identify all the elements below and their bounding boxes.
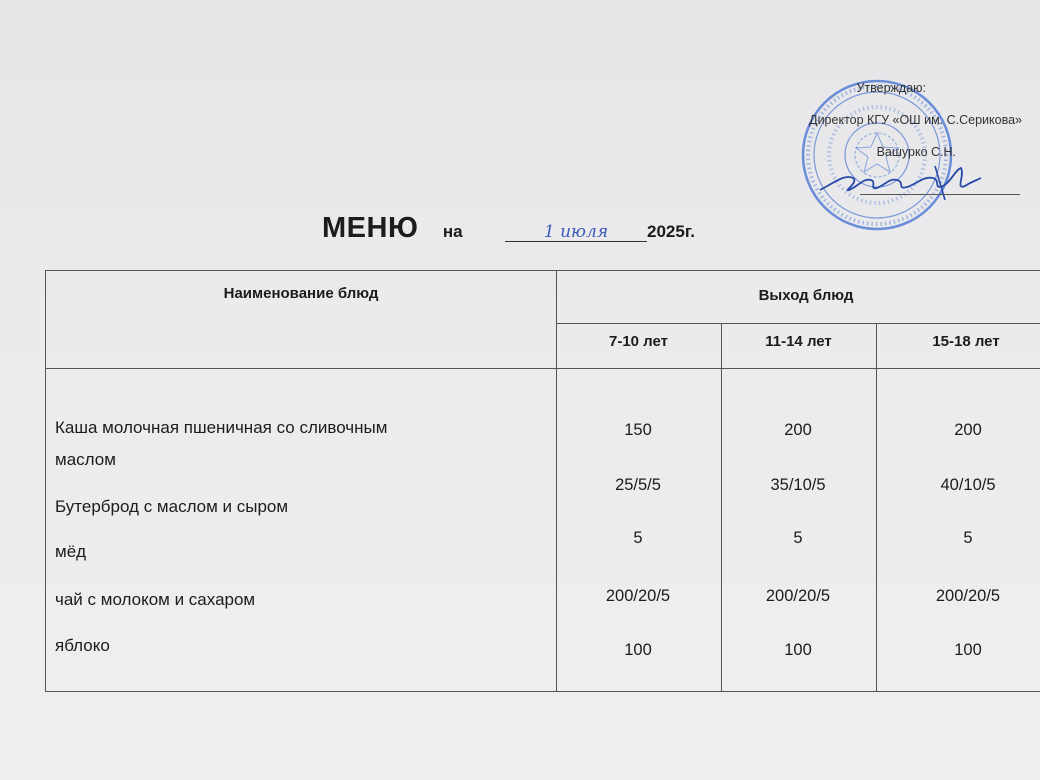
value-cell: 200 (954, 421, 982, 439)
title-word: МЕНЮ (322, 212, 419, 244)
dish-name: Каша молочная пшеничная со сливочным (55, 418, 388, 437)
header-age: 11-14 лет (765, 333, 832, 350)
dish-name: яблоко (55, 636, 110, 655)
approval-director: Директор КГУ «ОШ им. С.Серикова» (809, 113, 1022, 127)
header-output: Выход блюд (758, 287, 854, 304)
value-cell: 200/20/5 (935, 587, 1001, 605)
title-prefix: на (442, 222, 463, 241)
table-divider (876, 323, 877, 691)
menu-title (322, 212, 695, 245)
title-date: 1 июля (505, 223, 647, 242)
value-cell: 200/20/5 (765, 587, 831, 605)
value-cell: 40/10/5 (940, 476, 996, 494)
value-cell: 100 (954, 641, 982, 659)
value-cell: 35/10/5 (770, 476, 826, 494)
header-age: 15-18 лет (932, 333, 1000, 350)
title-year: 2025г. (647, 222, 695, 241)
value-cell: 5 (633, 529, 643, 547)
value-cell: 200/20/5 (605, 587, 671, 605)
menu-table (45, 270, 1040, 692)
value-cell: 150 (624, 421, 652, 439)
dish-name: мёд (55, 542, 87, 561)
dish-name: чай с молоком и сахаром (55, 590, 256, 609)
table-divider (46, 368, 1040, 369)
signature-icon (815, 160, 985, 205)
table-divider (556, 323, 1040, 324)
value-cell: 200 (784, 421, 812, 439)
header-dish-name: Наименование блюд (223, 285, 379, 302)
value-cell: 5 (963, 529, 973, 547)
header-age: 7-10 лет (608, 333, 668, 350)
value-cell: 100 (624, 641, 652, 659)
approval-label: Утверждаю: (856, 81, 926, 95)
dish-name: Бутерброд с маслом и сыром (55, 497, 289, 516)
value-cell: 100 (784, 641, 812, 659)
approval-name: Вашурко С.Н. (876, 145, 956, 159)
value-cell: 5 (793, 529, 803, 547)
table-divider (721, 323, 722, 691)
dish-name: маслом (55, 450, 116, 469)
value-cell: 25/5/5 (615, 476, 661, 494)
